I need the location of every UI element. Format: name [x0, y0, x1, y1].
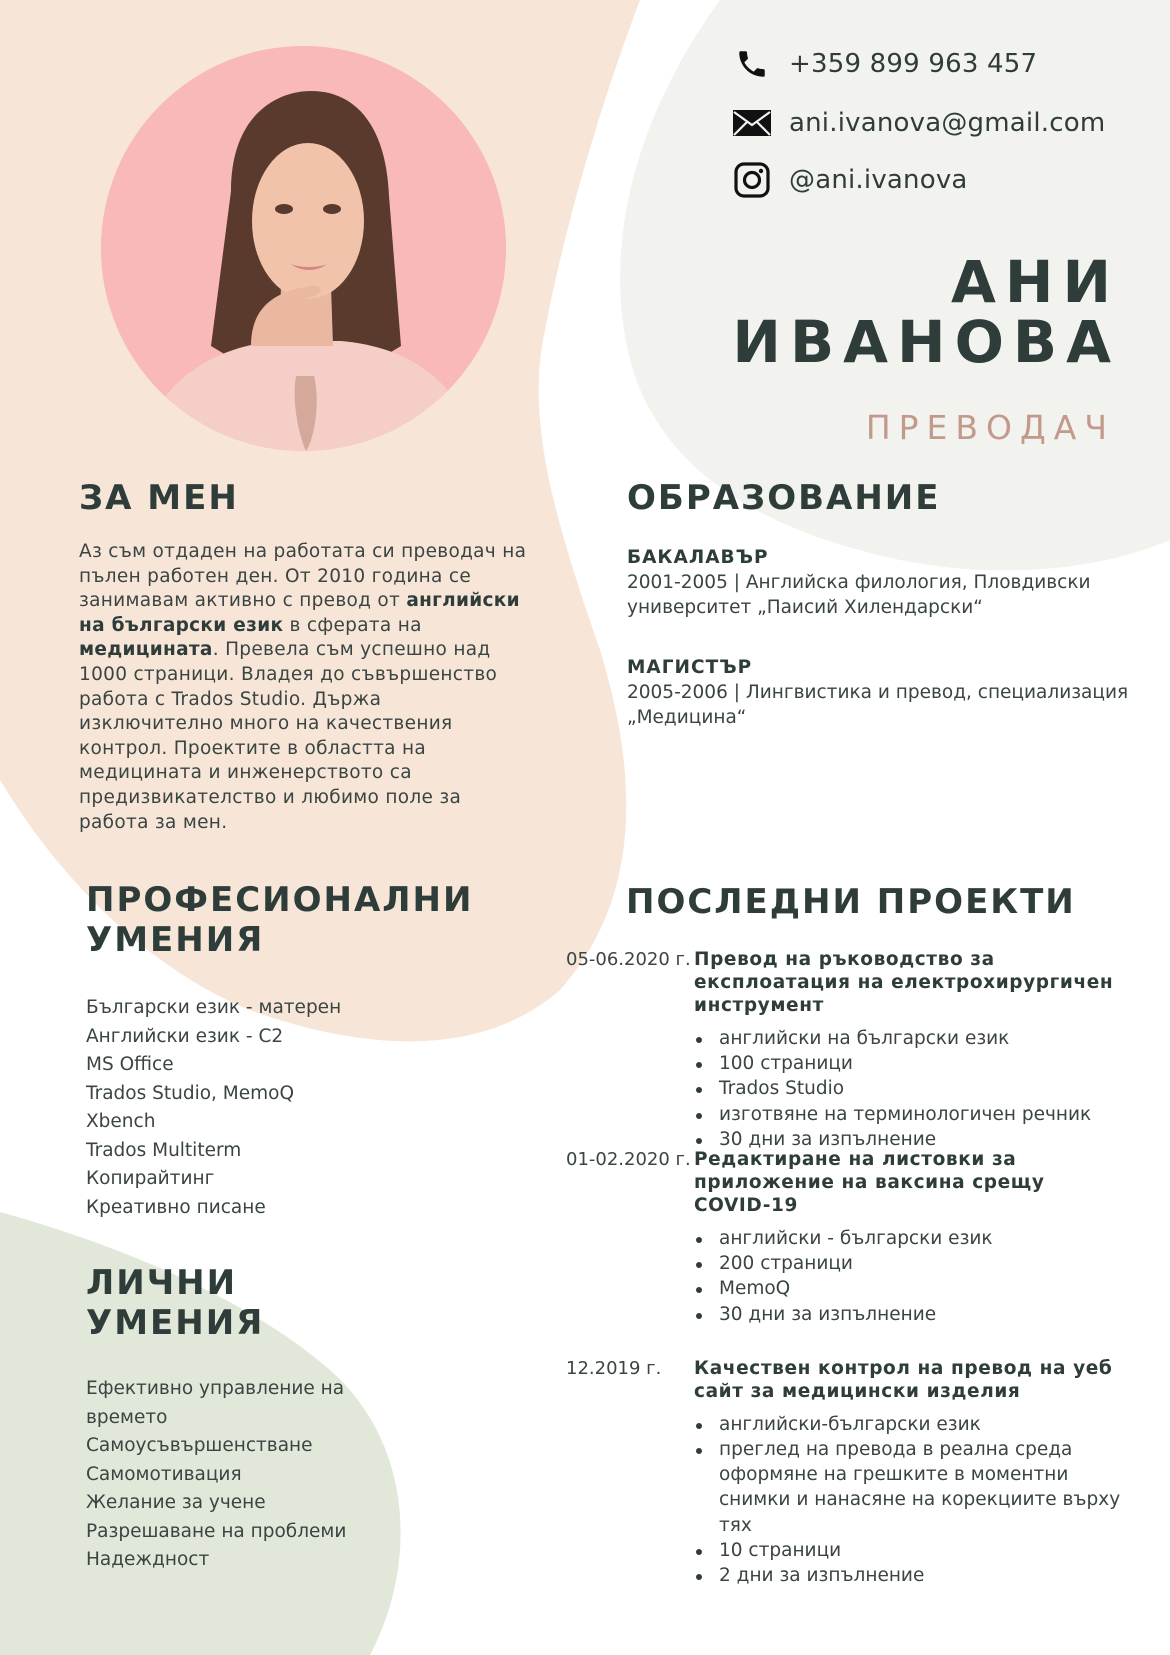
skill-item: Копирайтинг	[86, 1168, 215, 1189]
project-detail: MemoQ	[694, 1276, 1126, 1301]
education-heading: ОБРАЗОВАНИЕ	[627, 478, 941, 518]
profile-photo	[101, 46, 506, 451]
email-address: ani.ivanova@gmail.com	[789, 108, 1106, 138]
about-text-part: Аз съм отдаден на работата си преводач на пълен работен ден. От 2010 година се занимавам активно с превод от	[79, 541, 527, 612]
phone-icon	[733, 45, 771, 83]
about-text	[79, 540, 529, 835]
project-item	[566, 948, 1126, 1152]
professional-skills-heading	[86, 880, 546, 960]
instagram-icon	[733, 161, 771, 199]
project-details	[694, 1412, 1126, 1588]
skill-item: Ефективно управление на времето	[86, 1378, 345, 1428]
project-date: 12.2019 г.	[566, 1357, 662, 1379]
project-detail: преглед на превода в реална среда оформяне на грешките в моментни снимки и нанасяне на корекциите върху тях	[694, 1437, 1126, 1538]
contact-instagram[interactable]	[733, 160, 1153, 200]
projects-section	[566, 882, 1126, 1588]
skill-item: Надеждност	[86, 1549, 210, 1570]
about-section	[79, 478, 529, 835]
project-detail: английски на български език	[694, 1026, 1126, 1051]
skill-item: Самомотивация	[86, 1463, 242, 1485]
project-detail: 30 дни за изпълнение	[694, 1302, 1126, 1327]
degree-title: БАКАЛАВЪР	[627, 547, 769, 568]
skill-item: Самоусъвършенстване	[86, 1435, 313, 1456]
about-text-bold: медицината	[79, 639, 213, 661]
project-detail: Trados Studio	[694, 1076, 1126, 1101]
project-item	[566, 1357, 1126, 1588]
skill-item: Xbench	[86, 1111, 156, 1132]
skill-item: Креативно писане	[86, 1196, 266, 1218]
contact-email[interactable]	[733, 103, 1153, 143]
contact-info	[733, 44, 1153, 219]
project-detail: 100 страници	[694, 1051, 1126, 1076]
job-title: ПРЕВОДАЧ	[865, 408, 1115, 447]
degree-description: 2005-2006 | Лингвистика и превод, специализация „Медицина“	[627, 682, 1129, 728]
education-item	[627, 546, 1137, 620]
project-date: 05-06.2020 г.	[566, 949, 691, 970]
project-details	[694, 1226, 1126, 1327]
personal-skills-section	[86, 1263, 416, 1575]
project-date: 01-02.2020 г.	[566, 1149, 691, 1171]
project-detail: 200 страници	[694, 1251, 1126, 1276]
education-section	[627, 478, 1137, 766]
skill-item: Trados Studio, MemoQ	[86, 1082, 295, 1104]
project-detail: 30 дни за изпълнение	[694, 1127, 1126, 1152]
about-text-bold: английски на български език	[79, 590, 520, 636]
personal-skills-heading: ЛИЧНИ УМЕНИЯ	[86, 1263, 265, 1343]
skill-item: Английски език - C2	[86, 1025, 284, 1047]
project-item	[566, 1148, 1126, 1327]
professional-skills-section	[86, 880, 546, 1222]
full-name	[732, 248, 1120, 376]
degree-title: МАГИСТЪР	[627, 657, 753, 678]
about-text-part: . Превела съм успешно над 1000 страници. Владея до съвършенство работа с Trados Studio. Държа изключително много на качествения контрол. Проектите в областта на медицината и инженерството са предизвикателство и любимо поле за работа за мен.	[79, 639, 498, 833]
skill-item: Разрешаване на проблеми	[86, 1520, 347, 1542]
contact-phone[interactable]	[733, 44, 1153, 84]
degree-description: 2001-2005 | Английска филология, Пловдивски университет „Паисий Хилендарски“	[627, 572, 1091, 618]
instagram-handle: @ani.ivanova	[789, 165, 968, 195]
heading-line: ПРОФЕСИОНАЛНИ	[86, 880, 474, 920]
about-text-part: в сферата на	[283, 614, 422, 636]
project-detail: 10 страници	[694, 1538, 1126, 1563]
project-title: Превод на ръководство за експлоатация на електрохирургичен инструмент	[694, 949, 1114, 1016]
portrait-photo-icon	[101, 46, 506, 451]
last-name: ИВАНОВА	[732, 308, 1120, 376]
project-title: Качествен контрол на превод на уеб сайт за медицински изделия	[694, 1357, 1113, 1402]
project-detail: английски-български език	[694, 1412, 1126, 1437]
phone-number: +359 899 963 457	[789, 49, 1038, 79]
project-detail: английски - български език	[694, 1226, 1126, 1251]
first-name: АНИ	[951, 248, 1120, 316]
project-details	[694, 1026, 1126, 1152]
project-detail: изготвяне на терминологичен речник	[694, 1102, 1126, 1127]
skill-item: Желание за учене	[86, 1492, 266, 1513]
about-heading: ЗА МЕН	[79, 478, 239, 518]
project-detail: 2 дни за изпълнение	[694, 1563, 1126, 1588]
skill-item: MS Office	[86, 1054, 174, 1075]
skill-item: Български език - матерен	[86, 997, 342, 1018]
project-title: Редактиране на листовки за приложение на ваксина срещу COVID-19	[694, 1149, 1045, 1217]
envelope-icon	[733, 104, 771, 142]
heading-line: УМЕНИЯ	[86, 920, 265, 960]
education-item	[627, 656, 1137, 730]
projects-heading: ПОСЛЕДНИ ПРОЕКТИ	[626, 882, 1076, 922]
skill-item: Trados Multiterm	[86, 1139, 242, 1161]
